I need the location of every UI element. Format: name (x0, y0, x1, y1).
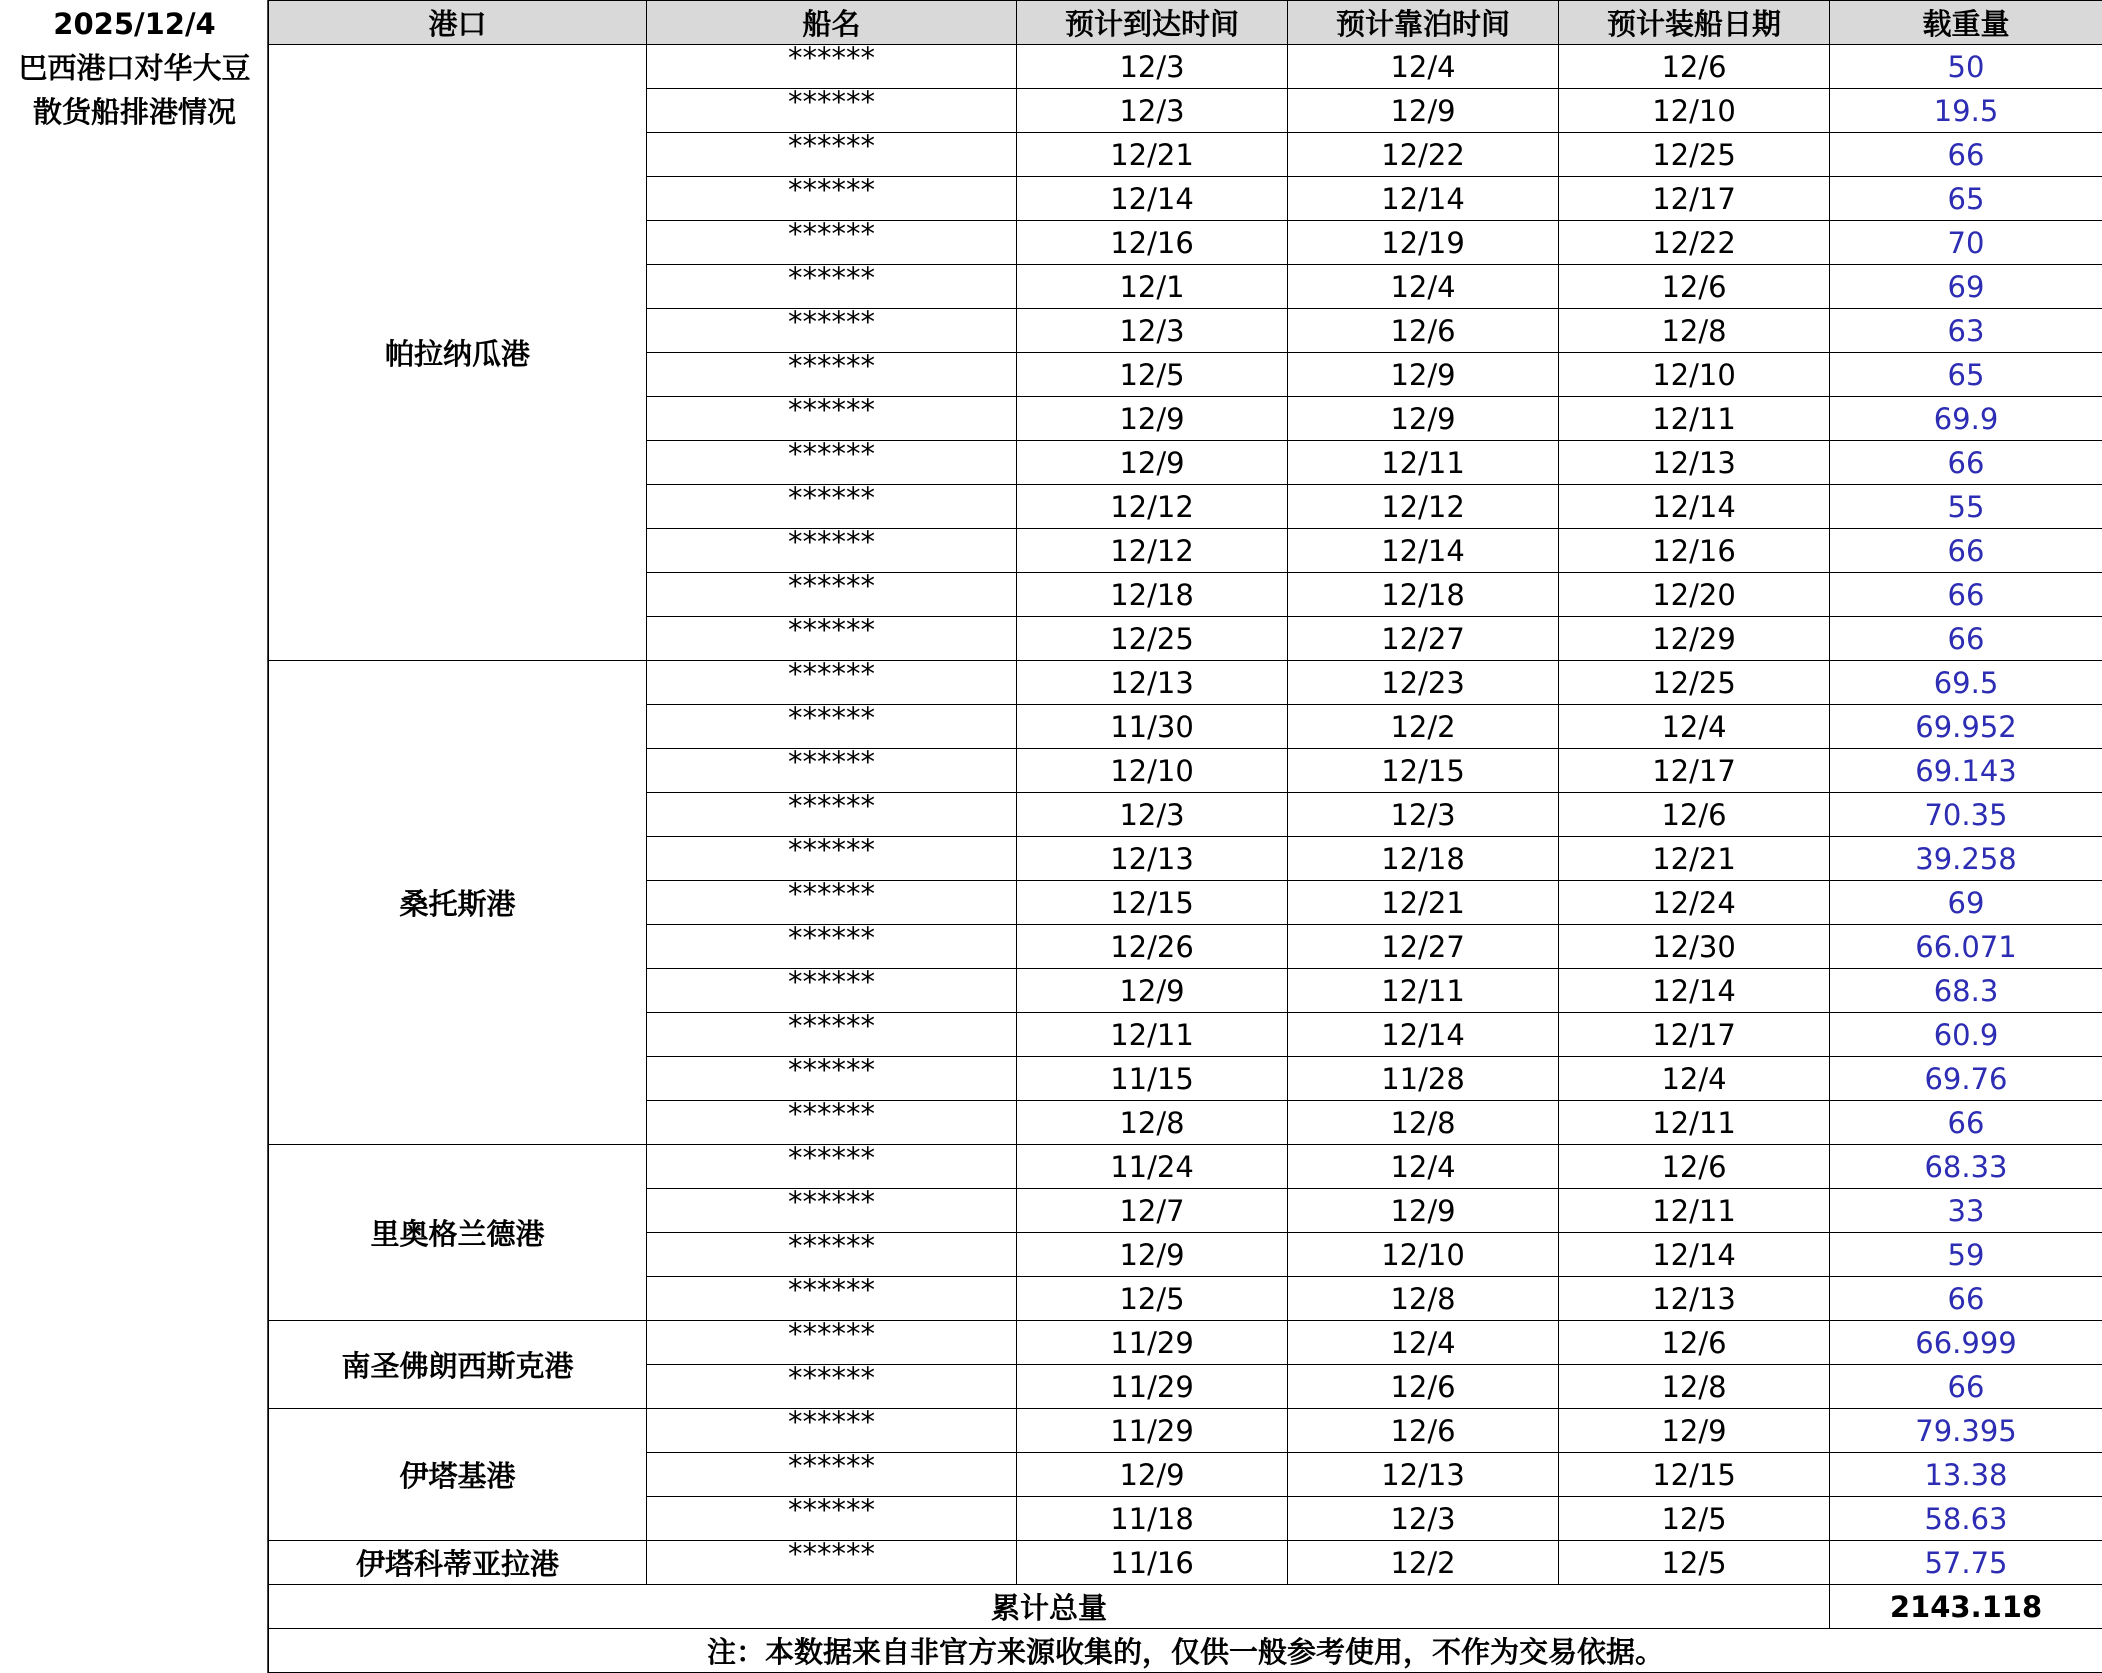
eta-cell: 12/26 (1017, 925, 1288, 969)
tonnage-cell: 66 (1830, 573, 2102, 617)
total-label: 累计总量 (269, 1585, 1830, 1629)
port-name-cell: 帕拉纳瓜港 (269, 45, 647, 661)
loading-date-cell: 12/20 (1559, 573, 1830, 617)
eta-cell: 12/11 (1017, 1013, 1288, 1057)
tonnage-cell: 69.952 (1830, 705, 2102, 749)
berthing-time-cell: 12/9 (1288, 1189, 1559, 1233)
eta-cell: 11/16 (1017, 1541, 1288, 1585)
tonnage-cell: 65 (1830, 177, 2102, 221)
tonnage-cell: 70 (1830, 221, 2102, 265)
berthing-time-cell: 12/6 (1288, 1365, 1559, 1409)
eta-cell: 11/29 (1017, 1321, 1288, 1365)
ship-name-cell: ****** (647, 925, 1017, 969)
eta-cell: 12/13 (1017, 837, 1288, 881)
table-row (269, 1409, 2102, 1453)
loading-date-cell: 12/4 (1559, 1057, 1830, 1101)
ship-name-cell: ****** (647, 441, 1017, 485)
tonnage-cell: 66 (1830, 1365, 2102, 1409)
berthing-time-cell: 12/2 (1288, 1541, 1559, 1585)
tonnage-cell: 19.5 (1830, 89, 2102, 133)
ship-name-cell: ****** (647, 133, 1017, 177)
ship-name-cell: ****** (647, 617, 1017, 661)
eta-cell: 12/9 (1017, 441, 1288, 485)
table-row (269, 661, 2102, 705)
ship-name-cell: ****** (647, 749, 1017, 793)
table-row (269, 45, 2102, 89)
ship-name-cell: ****** (647, 221, 1017, 265)
header-port: 港口 (269, 1, 647, 45)
ship-name-cell: ****** (647, 1277, 1017, 1321)
eta-cell: 12/3 (1017, 89, 1288, 133)
tonnage-cell: 58.63 (1830, 1497, 2102, 1541)
berthing-time-cell: 12/9 (1288, 397, 1559, 441)
eta-cell: 12/21 (1017, 133, 1288, 177)
ship-name-cell: ****** (647, 1321, 1017, 1365)
eta-cell: 12/15 (1017, 881, 1288, 925)
port-name-cell: 里奥格兰德港 (269, 1145, 647, 1321)
eta-cell: 12/10 (1017, 749, 1288, 793)
ship-schedule-table (268, 0, 2102, 1673)
ship-name-cell: ****** (647, 573, 1017, 617)
eta-cell: 12/9 (1017, 1233, 1288, 1277)
loading-date-cell: 12/10 (1559, 89, 1830, 133)
ship-name-cell: ****** (647, 397, 1017, 441)
eta-cell: 12/9 (1017, 969, 1288, 1013)
ship-name-cell: ****** (647, 881, 1017, 925)
tonnage-cell: 79.395 (1830, 1409, 2102, 1453)
eta-cell: 11/30 (1017, 705, 1288, 749)
ship-name-cell: ****** (647, 969, 1017, 1013)
tonnage-cell: 63 (1830, 309, 2102, 353)
tonnage-cell: 69.143 (1830, 749, 2102, 793)
berthing-time-cell: 12/14 (1288, 529, 1559, 573)
berthing-time-cell: 12/4 (1288, 1321, 1559, 1365)
eta-cell: 12/9 (1017, 397, 1288, 441)
berthing-time-cell: 12/9 (1288, 89, 1559, 133)
ship-name-cell: ****** (647, 309, 1017, 353)
eta-cell: 12/18 (1017, 573, 1288, 617)
tonnage-cell: 66 (1830, 441, 2102, 485)
ship-name-cell: ****** (647, 661, 1017, 705)
table-body (269, 45, 2102, 1585)
eta-cell: 12/12 (1017, 485, 1288, 529)
disclaimer-note: 注：本数据来自非官方来源收集的，仅供一般参考使用，不作为交易依据。 (269, 1629, 2102, 1673)
loading-date-cell: 12/4 (1559, 705, 1830, 749)
tonnage-cell: 66.999 (1830, 1321, 2102, 1365)
berthing-time-cell: 12/2 (1288, 705, 1559, 749)
port-name-cell: 伊塔基港 (269, 1409, 647, 1541)
eta-cell: 12/3 (1017, 45, 1288, 89)
header-ship-name: 船名 (647, 1, 1017, 45)
note-row (269, 1629, 2102, 1673)
ship-name-cell: ****** (647, 1057, 1017, 1101)
tonnage-cell: 50 (1830, 45, 2102, 89)
tonnage-cell: 69.9 (1830, 397, 2102, 441)
berthing-time-cell: 12/6 (1288, 1409, 1559, 1453)
tonnage-cell: 13.38 (1830, 1453, 2102, 1497)
eta-cell: 11/29 (1017, 1409, 1288, 1453)
eta-cell: 12/16 (1017, 221, 1288, 265)
ship-name-cell: ****** (647, 45, 1017, 89)
eta-cell: 12/12 (1017, 529, 1288, 573)
ship-name-cell: ****** (647, 1145, 1017, 1189)
loading-date-cell: 12/5 (1559, 1497, 1830, 1541)
report-title-panel (0, 0, 269, 1673)
loading-date-cell: 12/14 (1559, 1233, 1830, 1277)
ship-name-cell: ****** (647, 1189, 1017, 1233)
ship-name-cell: ****** (647, 485, 1017, 529)
ship-name-cell: ****** (647, 793, 1017, 837)
tonnage-cell: 59 (1830, 1233, 2102, 1277)
eta-cell: 12/7 (1017, 1189, 1288, 1233)
eta-cell: 11/29 (1017, 1365, 1288, 1409)
loading-date-cell: 12/14 (1559, 485, 1830, 529)
tonnage-cell: 57.75 (1830, 1541, 2102, 1585)
berthing-time-cell: 12/6 (1288, 309, 1559, 353)
berthing-time-cell: 12/18 (1288, 573, 1559, 617)
loading-date-cell: 12/25 (1559, 661, 1830, 705)
tonnage-cell: 66.071 (1830, 925, 2102, 969)
berthing-time-cell: 12/11 (1288, 441, 1559, 485)
berthing-time-cell: 12/10 (1288, 1233, 1559, 1277)
loading-date-cell: 12/15 (1559, 1453, 1830, 1497)
tonnage-cell: 65 (1830, 353, 2102, 397)
loading-date-cell: 12/30 (1559, 925, 1830, 969)
ship-name-cell: ****** (647, 177, 1017, 221)
ship-name-cell: ****** (647, 1453, 1017, 1497)
berthing-time-cell: 12/27 (1288, 925, 1559, 969)
total-row (269, 1585, 2102, 1629)
loading-date-cell: 12/21 (1559, 837, 1830, 881)
loading-date-cell: 12/6 (1559, 45, 1830, 89)
tonnage-cell: 69 (1830, 881, 2102, 925)
port-name-cell: 伊塔科蒂亚拉港 (269, 1541, 647, 1585)
total-value: 2143.118 (1830, 1585, 2102, 1629)
port-name-cell: 桑托斯港 (269, 661, 647, 1145)
ship-name-cell: ****** (647, 353, 1017, 397)
report-title (0, 2, 269, 134)
tonnage-cell: 69 (1830, 265, 2102, 309)
berthing-time-cell: 12/18 (1288, 837, 1559, 881)
tonnage-cell: 68.3 (1830, 969, 2102, 1013)
loading-date-cell: 12/8 (1559, 309, 1830, 353)
tonnage-cell: 69.5 (1830, 661, 2102, 705)
ship-name-cell: ****** (647, 265, 1017, 309)
loading-date-cell: 12/22 (1559, 221, 1830, 265)
loading-date-cell: 12/11 (1559, 1189, 1830, 1233)
ship-name-cell: ****** (647, 1365, 1017, 1409)
eta-cell: 12/1 (1017, 265, 1288, 309)
berthing-time-cell: 12/15 (1288, 749, 1559, 793)
loading-date-cell: 12/16 (1559, 529, 1830, 573)
loading-date-cell: 12/24 (1559, 881, 1830, 925)
loading-date-cell: 12/11 (1559, 397, 1830, 441)
eta-cell: 12/14 (1017, 177, 1288, 221)
berthing-time-cell: 11/28 (1288, 1057, 1559, 1101)
berthing-time-cell: 12/14 (1288, 177, 1559, 221)
header-eta: 预计到达时间 (1017, 1, 1288, 45)
berthing-time-cell: 12/4 (1288, 265, 1559, 309)
loading-date-cell: 12/9 (1559, 1409, 1830, 1453)
loading-date-cell: 12/13 (1559, 441, 1830, 485)
tonnage-cell: 66 (1830, 617, 2102, 661)
tonnage-cell: 70.35 (1830, 793, 2102, 837)
berthing-time-cell: 12/14 (1288, 1013, 1559, 1057)
berthing-time-cell: 12/23 (1288, 661, 1559, 705)
berthing-time-cell: 12/3 (1288, 1497, 1559, 1541)
table-row (269, 1145, 2102, 1189)
berthing-time-cell: 12/8 (1288, 1277, 1559, 1321)
tonnage-cell: 66 (1830, 529, 2102, 573)
berthing-time-cell: 12/3 (1288, 793, 1559, 837)
table-row (269, 1541, 2102, 1585)
tonnage-cell: 60.9 (1830, 1013, 2102, 1057)
loading-date-cell: 12/29 (1559, 617, 1830, 661)
ship-name-cell: ****** (647, 1101, 1017, 1145)
loading-date-cell: 12/11 (1559, 1101, 1830, 1145)
berthing-time-cell: 12/19 (1288, 221, 1559, 265)
loading-date-cell: 12/13 (1559, 1277, 1830, 1321)
berthing-time-cell: 12/13 (1288, 1453, 1559, 1497)
loading-date-cell: 12/17 (1559, 177, 1830, 221)
report-title-line-2: 散货船排港情况 (32, 95, 236, 129)
header-loading-date: 预计装船日期 (1559, 1, 1830, 45)
ship-name-cell: ****** (647, 705, 1017, 749)
tonnage-cell: 66 (1830, 1101, 2102, 1145)
tonnage-cell: 39.258 (1830, 837, 2102, 881)
berthing-time-cell: 12/8 (1288, 1101, 1559, 1145)
report-title-line-1: 巴西港口对华大豆 (18, 51, 251, 85)
loading-date-cell: 12/14 (1559, 969, 1830, 1013)
eta-cell: 12/9 (1017, 1453, 1288, 1497)
ship-name-cell: ****** (647, 837, 1017, 881)
ship-name-cell: ****** (647, 1409, 1017, 1453)
table-row (269, 1321, 2102, 1365)
loading-date-cell: 12/17 (1559, 749, 1830, 793)
tonnage-cell: 66 (1830, 1277, 2102, 1321)
berthing-time-cell: 12/9 (1288, 353, 1559, 397)
eta-cell: 12/3 (1017, 793, 1288, 837)
tonnage-cell: 55 (1830, 485, 2102, 529)
tonnage-cell: 68.33 (1830, 1145, 2102, 1189)
eta-cell: 12/3 (1017, 309, 1288, 353)
eta-cell: 11/24 (1017, 1145, 1288, 1189)
berthing-time-cell: 12/12 (1288, 485, 1559, 529)
tonnage-cell: 33 (1830, 1189, 2102, 1233)
report-date: 2025/12/4 (53, 7, 216, 41)
berthing-time-cell: 12/27 (1288, 617, 1559, 661)
berthing-time-cell: 12/11 (1288, 969, 1559, 1013)
loading-date-cell: 12/6 (1559, 1321, 1830, 1365)
ship-name-cell: ****** (647, 1013, 1017, 1057)
header-tonnage: 载重量 (1830, 1, 2102, 45)
berthing-time-cell: 12/22 (1288, 133, 1559, 177)
port-name-cell: 南圣佛朗西斯克港 (269, 1321, 647, 1409)
ship-name-cell: ****** (647, 1497, 1017, 1541)
ship-name-cell: ****** (647, 89, 1017, 133)
loading-date-cell: 12/8 (1559, 1365, 1830, 1409)
eta-cell: 11/18 (1017, 1497, 1288, 1541)
tonnage-cell: 69.76 (1830, 1057, 2102, 1101)
berthing-time-cell: 12/4 (1288, 45, 1559, 89)
loading-date-cell: 12/6 (1559, 265, 1830, 309)
loading-date-cell: 12/6 (1559, 1145, 1830, 1189)
table-header-row (269, 1, 2102, 45)
ship-name-cell: ****** (647, 529, 1017, 573)
header-berthing-time: 预计靠泊时间 (1288, 1, 1559, 45)
ship-name-cell: ****** (647, 1233, 1017, 1277)
ship-name-cell: ****** (647, 1541, 1017, 1585)
loading-date-cell: 12/25 (1559, 133, 1830, 177)
berthing-time-cell: 12/4 (1288, 1145, 1559, 1189)
eta-cell: 11/15 (1017, 1057, 1288, 1101)
eta-cell: 12/8 (1017, 1101, 1288, 1145)
loading-date-cell: 12/5 (1559, 1541, 1830, 1585)
loading-date-cell: 12/10 (1559, 353, 1830, 397)
loading-date-cell: 12/17 (1559, 1013, 1830, 1057)
loading-date-cell: 12/6 (1559, 793, 1830, 837)
berthing-time-cell: 12/21 (1288, 881, 1559, 925)
eta-cell: 12/25 (1017, 617, 1288, 661)
eta-cell: 12/5 (1017, 353, 1288, 397)
tonnage-cell: 66 (1830, 133, 2102, 177)
eta-cell: 12/5 (1017, 1277, 1288, 1321)
eta-cell: 12/13 (1017, 661, 1288, 705)
